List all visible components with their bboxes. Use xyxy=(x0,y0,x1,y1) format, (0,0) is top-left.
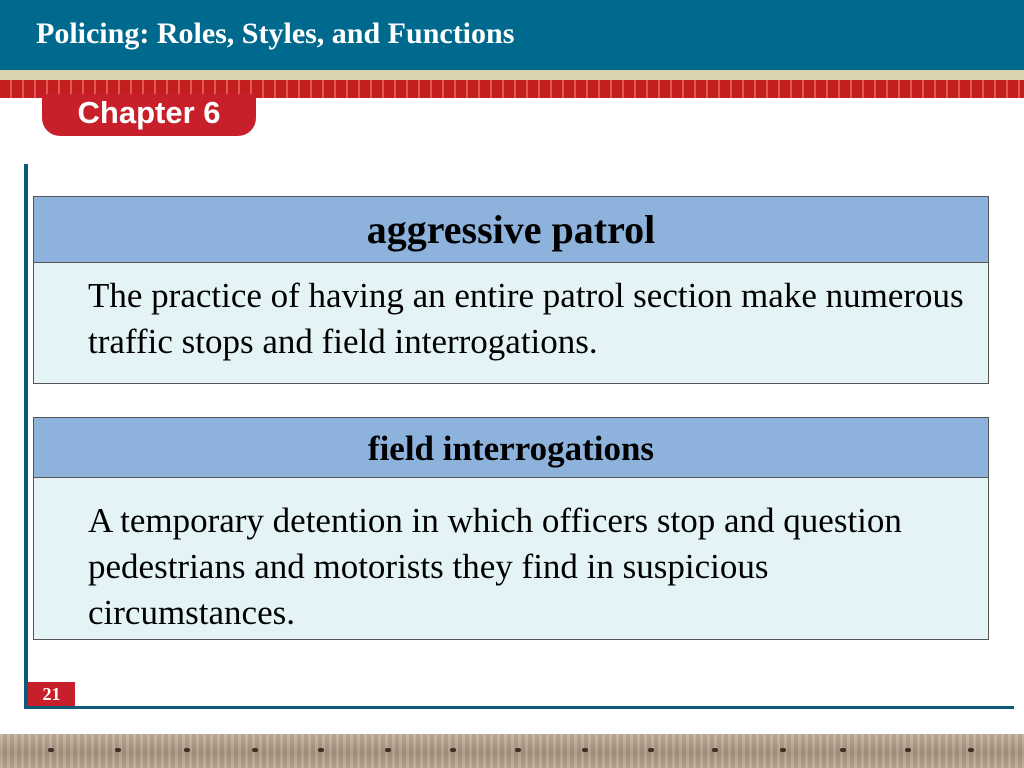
definition-box-field-interrogations xyxy=(33,417,989,640)
term-heading: aggressive patrol xyxy=(34,197,988,263)
bolt-icon xyxy=(780,748,786,752)
bolt-icon xyxy=(48,748,54,752)
decorative-stone-strip xyxy=(0,734,1024,768)
header-divider xyxy=(0,70,1024,80)
slide-title: Policing: Roles, Styles, and Functions xyxy=(36,17,515,50)
title-bar xyxy=(0,0,1024,70)
bolt-icon xyxy=(450,748,456,752)
definition-box-aggressive-patrol xyxy=(33,196,989,384)
bolt-icon xyxy=(905,748,911,752)
bolt-icon xyxy=(712,748,718,752)
bolt-icon xyxy=(385,748,391,752)
bolt-icon xyxy=(115,748,121,752)
bolt-icon xyxy=(582,748,588,752)
chapter-tab xyxy=(42,94,256,136)
bolt-icon xyxy=(318,748,324,752)
bolt-icon xyxy=(648,748,654,752)
bolt-icon xyxy=(840,748,846,752)
term-definition: A temporary detention in which officers stop and question pedestrians and motorists they find in suspicious circumstances. xyxy=(88,501,902,632)
bolt-icon xyxy=(515,748,521,752)
page-number: 21 xyxy=(28,682,75,706)
bottom-border-line xyxy=(24,706,1014,709)
left-border-line xyxy=(24,164,28,709)
bolt-icon xyxy=(968,748,974,752)
bolt-icon xyxy=(252,748,258,752)
chapter-label: Chapter 6 xyxy=(77,95,221,130)
term-definition: The practice of having an entire patrol section make numerous traffic stops and field interrogations. xyxy=(88,276,964,361)
term-heading: field interrogations xyxy=(34,418,988,478)
bolt-icon xyxy=(184,748,190,752)
